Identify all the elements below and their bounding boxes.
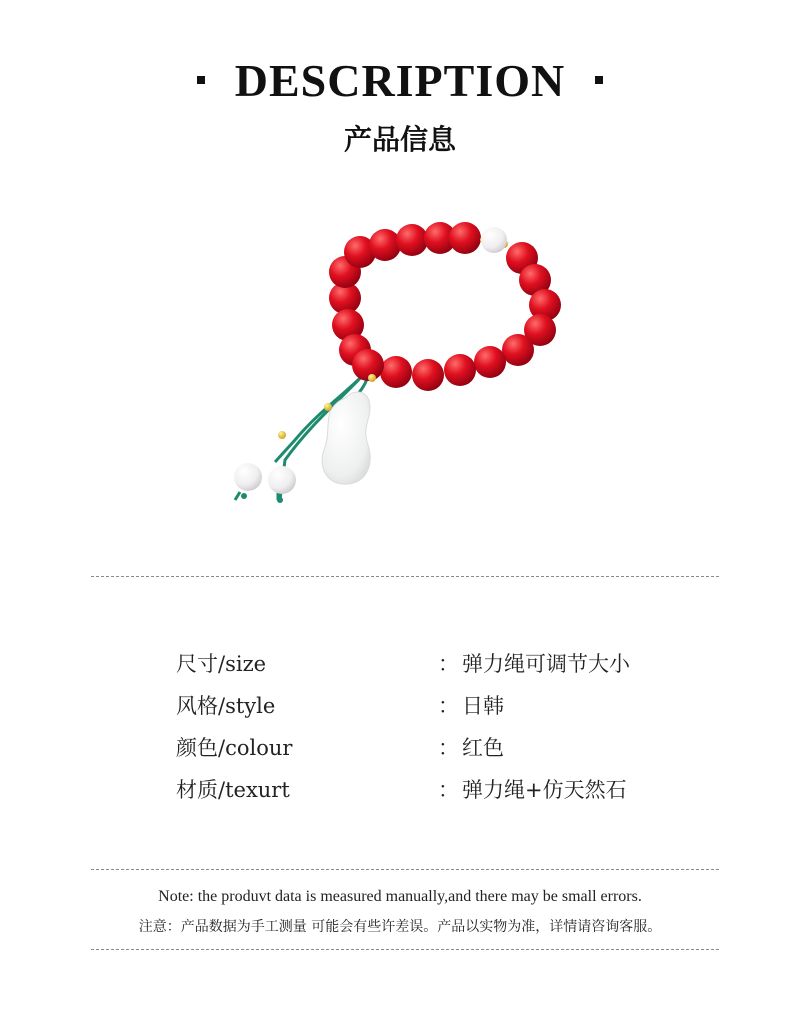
- page-title: DESCRIPTION: [234, 54, 566, 106]
- spec-row-size: [176, 640, 696, 682]
- spec-row-style: [176, 682, 696, 724]
- spec-value: 日韩: [462, 694, 504, 718]
- title-right-dot: [595, 76, 603, 84]
- spec-colon: ：: [438, 694, 459, 718]
- spec-label: 风格/style: [176, 694, 276, 718]
- section-divider-top: [91, 576, 719, 577]
- pearl-bead-icon: [480, 227, 508, 253]
- spec-row-colour: [176, 724, 696, 766]
- spec-colon: ：: [438, 736, 459, 760]
- spec-label: 尺寸/size: [176, 652, 267, 676]
- spec-label: 材质/texurt: [176, 778, 290, 802]
- title-left-dot: [197, 76, 205, 84]
- note-chinese: 注意：产品数据为手工测量 可能会有些许差误。产品以实物为准，详情请咨询客服。: [138, 919, 662, 935]
- spec-value: 红色: [462, 736, 504, 760]
- spec-table: [176, 640, 696, 808]
- note-english: Note: the produvt data is measured manually,and there may be small errors.: [158, 888, 642, 905]
- spec-colon: ：: [438, 778, 459, 802]
- spec-label: 颜色/colour: [176, 736, 293, 760]
- spec-value: 弹力绳可调节大小: [462, 652, 630, 676]
- pearl-tassel-icon: [234, 463, 296, 503]
- section-divider-note-bottom: [91, 949, 719, 950]
- red-bead-bracelet-icon: [329, 222, 561, 391]
- spec-value: 弹力绳+仿天然石: [462, 778, 627, 802]
- product-image: [200, 200, 600, 520]
- section-divider-note-top: [91, 869, 719, 870]
- title-row: [0, 50, 800, 110]
- spec-row-texture: [176, 766, 696, 808]
- spec-colon: ：: [438, 652, 459, 676]
- page-subtitle: 产品信息: [343, 123, 456, 156]
